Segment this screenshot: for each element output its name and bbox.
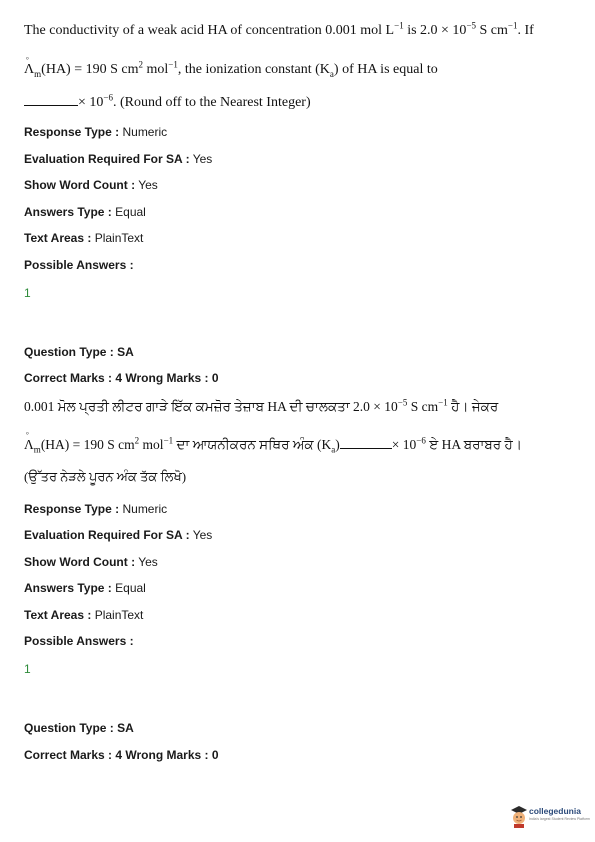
possible-answers: Possible Answers :	[24, 258, 134, 272]
question-text-line-3: × $10^{-6}$. (Round off to the Nearest Integer)	[24, 96, 311, 110]
question-type: Question Type : SA	[24, 721, 134, 735]
response-type: Response Type : Numeric	[24, 502, 168, 516]
collegedunia-logo	[509, 804, 591, 828]
question-text-line-2: ° $\Lambda_m(HA) = 190$ S $cm^2$ mol$^{-1}$ ਦਾ ਆਯਨੀਕਰਨ ਸਥਿਰ ਅੰਕ $(K_a) \times 10^{-6}$ ਏ HA ਬਰਾਬਰ ਹੈ।	[24, 431, 522, 455]
show-word-count: Show Word Count : Yes	[24, 178, 158, 192]
text-areas: Text Areas : PlainText	[24, 231, 144, 245]
response-type: Response Type : Numeric	[24, 125, 168, 139]
answers-type: Answers Type : Equal	[24, 581, 146, 595]
evaluation-required: Evaluation Required For SA : Yes	[24, 528, 213, 542]
question-text-line-3: (ਉੱਤਰ ਨੇੜਲੇ ਪੂਰਨ ਅੰਕ ਤੱਕ ਲਿਖੋ)	[24, 469, 187, 484]
question-text-line-1: The conductivity of a weak acid HA of concentration 0.001 mol $L^{-1}$ is $2.0 \times 10^{-5}$ S $cm^{-1}$. If	[24, 20, 534, 38]
graduate-mascot-icon	[509, 804, 529, 828]
logo-name: collegedunia	[529, 806, 581, 816]
answer-blank	[340, 448, 392, 449]
possible-answer-value: 1	[24, 662, 31, 676]
show-word-count: Show Word Count : Yes	[24, 555, 158, 569]
text-areas: Text Areas : PlainText	[24, 608, 144, 622]
correct-marks: Correct Marks : 4 Wrong Marks : 0	[24, 748, 219, 762]
possible-answer-value: 1	[24, 286, 31, 300]
logo-tagline: India's largest Student Review Platform	[529, 817, 590, 821]
question-text-line-2: ° $\Lambda_m(HA) = 190$ S $cm^2$ mol$^{-1}$, the ionization constant $(K_a)$ of HA is equal to	[24, 56, 438, 79]
answers-type: Answers Type : Equal	[24, 205, 146, 219]
correct-marks: Correct Marks : 4 Wrong Marks : 0	[24, 371, 219, 385]
possible-answers: Possible Answers :	[24, 634, 134, 648]
answer-blank	[24, 105, 78, 106]
question-text-line-1: 0.001 ਮੋਲ ਪ੍ਰਤੀ ਲੀਟਰ ਗਾੜੇ ਇੱਕ ਕਮਜ਼ੋਰ ਤੇਜ਼ਾਬ HA ਦੀ ਚਾਲਕਤਾ $2.0 \times 10^{-5}$ S $cm^{-1}$ ਹੈ। ਜੇਕਰ	[24, 397, 499, 414]
evaluation-required: Evaluation Required For SA : Yes	[24, 152, 213, 166]
question-type: Question Type : SA	[24, 345, 134, 359]
